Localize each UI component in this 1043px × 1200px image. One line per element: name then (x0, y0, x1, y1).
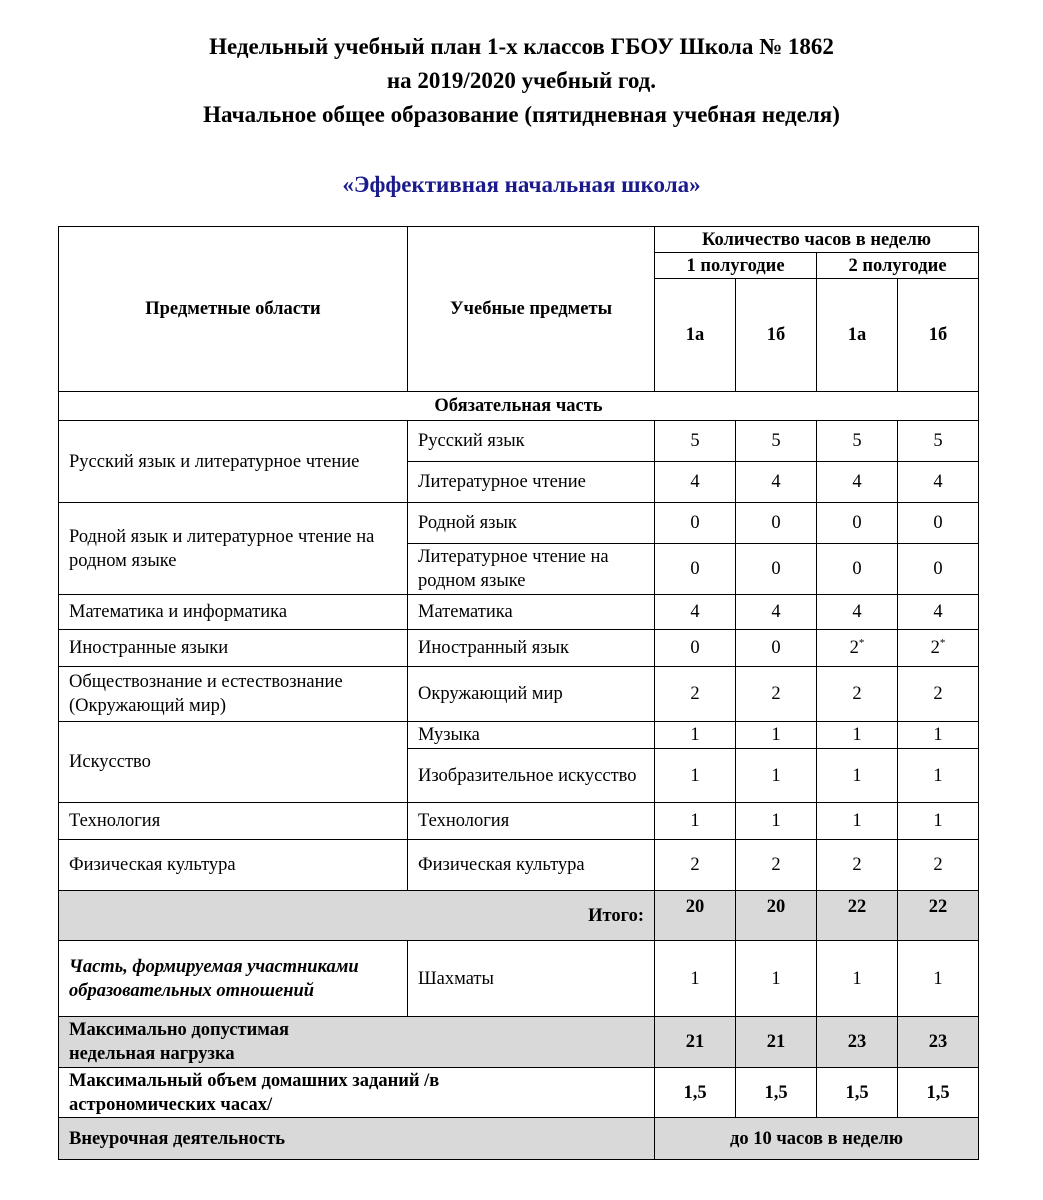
value-cell: 1 (655, 941, 736, 1017)
value-cell (817, 630, 898, 667)
subject-cell: Литературное чтение на родном языке (408, 544, 655, 595)
area-cell: Русский язык и литературное чтение (59, 421, 408, 503)
table-row (59, 595, 979, 630)
table-row (59, 840, 979, 891)
value-cell: 2 (655, 840, 736, 891)
total-value: 20 (655, 891, 736, 941)
value-cell: 1 (817, 749, 898, 803)
value-cell: 0 (736, 630, 817, 667)
total-label: Итого: (59, 891, 655, 941)
subject-cell: Литературное чтение (408, 462, 655, 503)
total-value: 22 (898, 891, 979, 941)
value-cell: 1 (736, 749, 817, 803)
value-text: 2 (930, 638, 940, 658)
header-class: 1б (736, 279, 817, 392)
footnote-mark: * (858, 636, 865, 649)
value-cell: 1 (898, 941, 979, 1017)
homework-value: 1,5 (898, 1068, 979, 1118)
value-text: 2 (849, 638, 859, 658)
area-cell: Математика и информатика (59, 595, 408, 630)
value-cell: 1 (817, 722, 898, 749)
elective-subject: Шахматы (408, 941, 655, 1017)
header-half-1: 1 полугодие (655, 253, 817, 279)
value-cell: 4 (655, 462, 736, 503)
value-cell: 0 (817, 503, 898, 544)
header-class: 1а (817, 279, 898, 392)
value-cell: 0 (817, 544, 898, 595)
table-row (59, 630, 979, 667)
value-cell: 4 (817, 595, 898, 630)
header-subjects: Учебные предметы (408, 227, 655, 392)
total-value: 20 (736, 891, 817, 941)
header-class: 1б (898, 279, 979, 392)
value-cell: 0 (655, 503, 736, 544)
value-cell: 1 (736, 722, 817, 749)
value-cell: 1 (898, 803, 979, 840)
homework-value: 1,5 (736, 1068, 817, 1118)
area-cell: Физическая культура (59, 840, 408, 891)
total-row (59, 891, 979, 941)
area-cell: Обществознание и естествознание (Окружающий мир) (59, 667, 408, 722)
value-cell: 2 (736, 667, 817, 722)
value-cell: 0 (655, 630, 736, 667)
value-cell: 4 (817, 462, 898, 503)
elective-row (59, 941, 979, 1017)
max-load-label (59, 1017, 655, 1068)
title-line-1: Недельный учебный план 1-х классов ГБОУ Школа № 1862 (209, 34, 834, 59)
value-cell: 5 (817, 421, 898, 462)
subject-cell: Физическая культура (408, 840, 655, 891)
table-row (59, 722, 979, 749)
value-cell: 0 (736, 503, 817, 544)
value-cell: 1 (898, 749, 979, 803)
subject-cell: Иностранный язык (408, 630, 655, 667)
value-cell: 1 (655, 722, 736, 749)
value-cell: 2 (817, 667, 898, 722)
value-cell: 4 (898, 462, 979, 503)
title-line-2: на 2019/2020 учебный год. (386, 68, 657, 93)
max-load-value: 21 (736, 1017, 817, 1068)
table-row (59, 421, 979, 462)
max-load-row (59, 1017, 979, 1068)
value-cell: 2 (817, 840, 898, 891)
mandatory-row (59, 392, 979, 421)
max-load-text: Максимально допустимая недельная нагрузка (69, 1020, 290, 1064)
area-cell: Иностранные языки (59, 630, 408, 667)
document-title (0, 30, 1043, 132)
subject-cell: Математика (408, 595, 655, 630)
value-cell: 0 (898, 503, 979, 544)
subject-cell: Окружающий мир (408, 667, 655, 722)
value-cell: 1 (736, 803, 817, 840)
subject-cell: Родной язык (408, 503, 655, 544)
subject-cell: Русский язык (408, 421, 655, 462)
homework-value: 1,5 (817, 1068, 898, 1118)
mandatory-label: Обязательная часть (59, 392, 979, 421)
value-cell: 0 (736, 544, 817, 595)
elective-area: Часть, формируемая участниками образовательных отношений (59, 941, 408, 1017)
value-cell: 5 (655, 421, 736, 462)
header-row-1 (59, 227, 979, 253)
value-cell: 4 (736, 595, 817, 630)
value-cell: 0 (898, 544, 979, 595)
curriculum-table (58, 226, 979, 1160)
homework-row (59, 1068, 979, 1118)
value-cell: 0 (655, 544, 736, 595)
program-subtitle: «Эффективная начальная школа» (342, 172, 701, 197)
header-areas: Предметные области (59, 227, 408, 392)
table-row (59, 503, 979, 544)
value-cell: 1 (655, 749, 736, 803)
subject-cell: Изобразительное искусство (408, 749, 655, 803)
homework-label (59, 1068, 655, 1118)
value-cell: 2 (898, 667, 979, 722)
subject-cell: Технология (408, 803, 655, 840)
extracurricular-row (59, 1118, 979, 1160)
value-cell: 2 (655, 667, 736, 722)
value-cell: 4 (736, 462, 817, 503)
value-cell: 1 (817, 803, 898, 840)
area-cell: Технология (59, 803, 408, 840)
title-line-3: Начальное общее образование (пятидневная учебная неделя) (203, 102, 840, 127)
total-value: 22 (817, 891, 898, 941)
value-cell: 2 (898, 840, 979, 891)
homework-text: Максимальный объем домашних заданий /в астрономических часах/ (69, 1070, 440, 1115)
max-load-value: 21 (655, 1017, 736, 1068)
homework-value: 1,5 (655, 1068, 736, 1118)
header-hours: Количество часов в неделю (655, 227, 979, 253)
value-cell: 4 (898, 595, 979, 630)
value-cell: 1 (655, 803, 736, 840)
value-cell: 4 (655, 595, 736, 630)
area-cell: Родной язык и литературное чтение на родном языке (59, 503, 408, 595)
value-cell: 1 (898, 722, 979, 749)
value-cell: 1 (817, 941, 898, 1017)
value-cell: 1 (736, 941, 817, 1017)
value-cell: 2 (736, 840, 817, 891)
table-row (59, 803, 979, 840)
header-half-2: 2 полугодие (817, 253, 979, 279)
extracurricular-label: Внеурочная деятельность (59, 1118, 655, 1160)
area-cell: Искусство (59, 722, 408, 803)
max-load-value: 23 (817, 1017, 898, 1068)
value-cell: 5 (736, 421, 817, 462)
value-cell: 5 (898, 421, 979, 462)
subject-cell: Музыка (408, 722, 655, 749)
max-load-value: 23 (898, 1017, 979, 1068)
footnote-mark: * (939, 636, 946, 649)
table-row (59, 667, 979, 722)
extracurricular-value: до 10 часов в неделю (655, 1118, 979, 1160)
value-cell (898, 630, 979, 667)
header-class: 1а (655, 279, 736, 392)
